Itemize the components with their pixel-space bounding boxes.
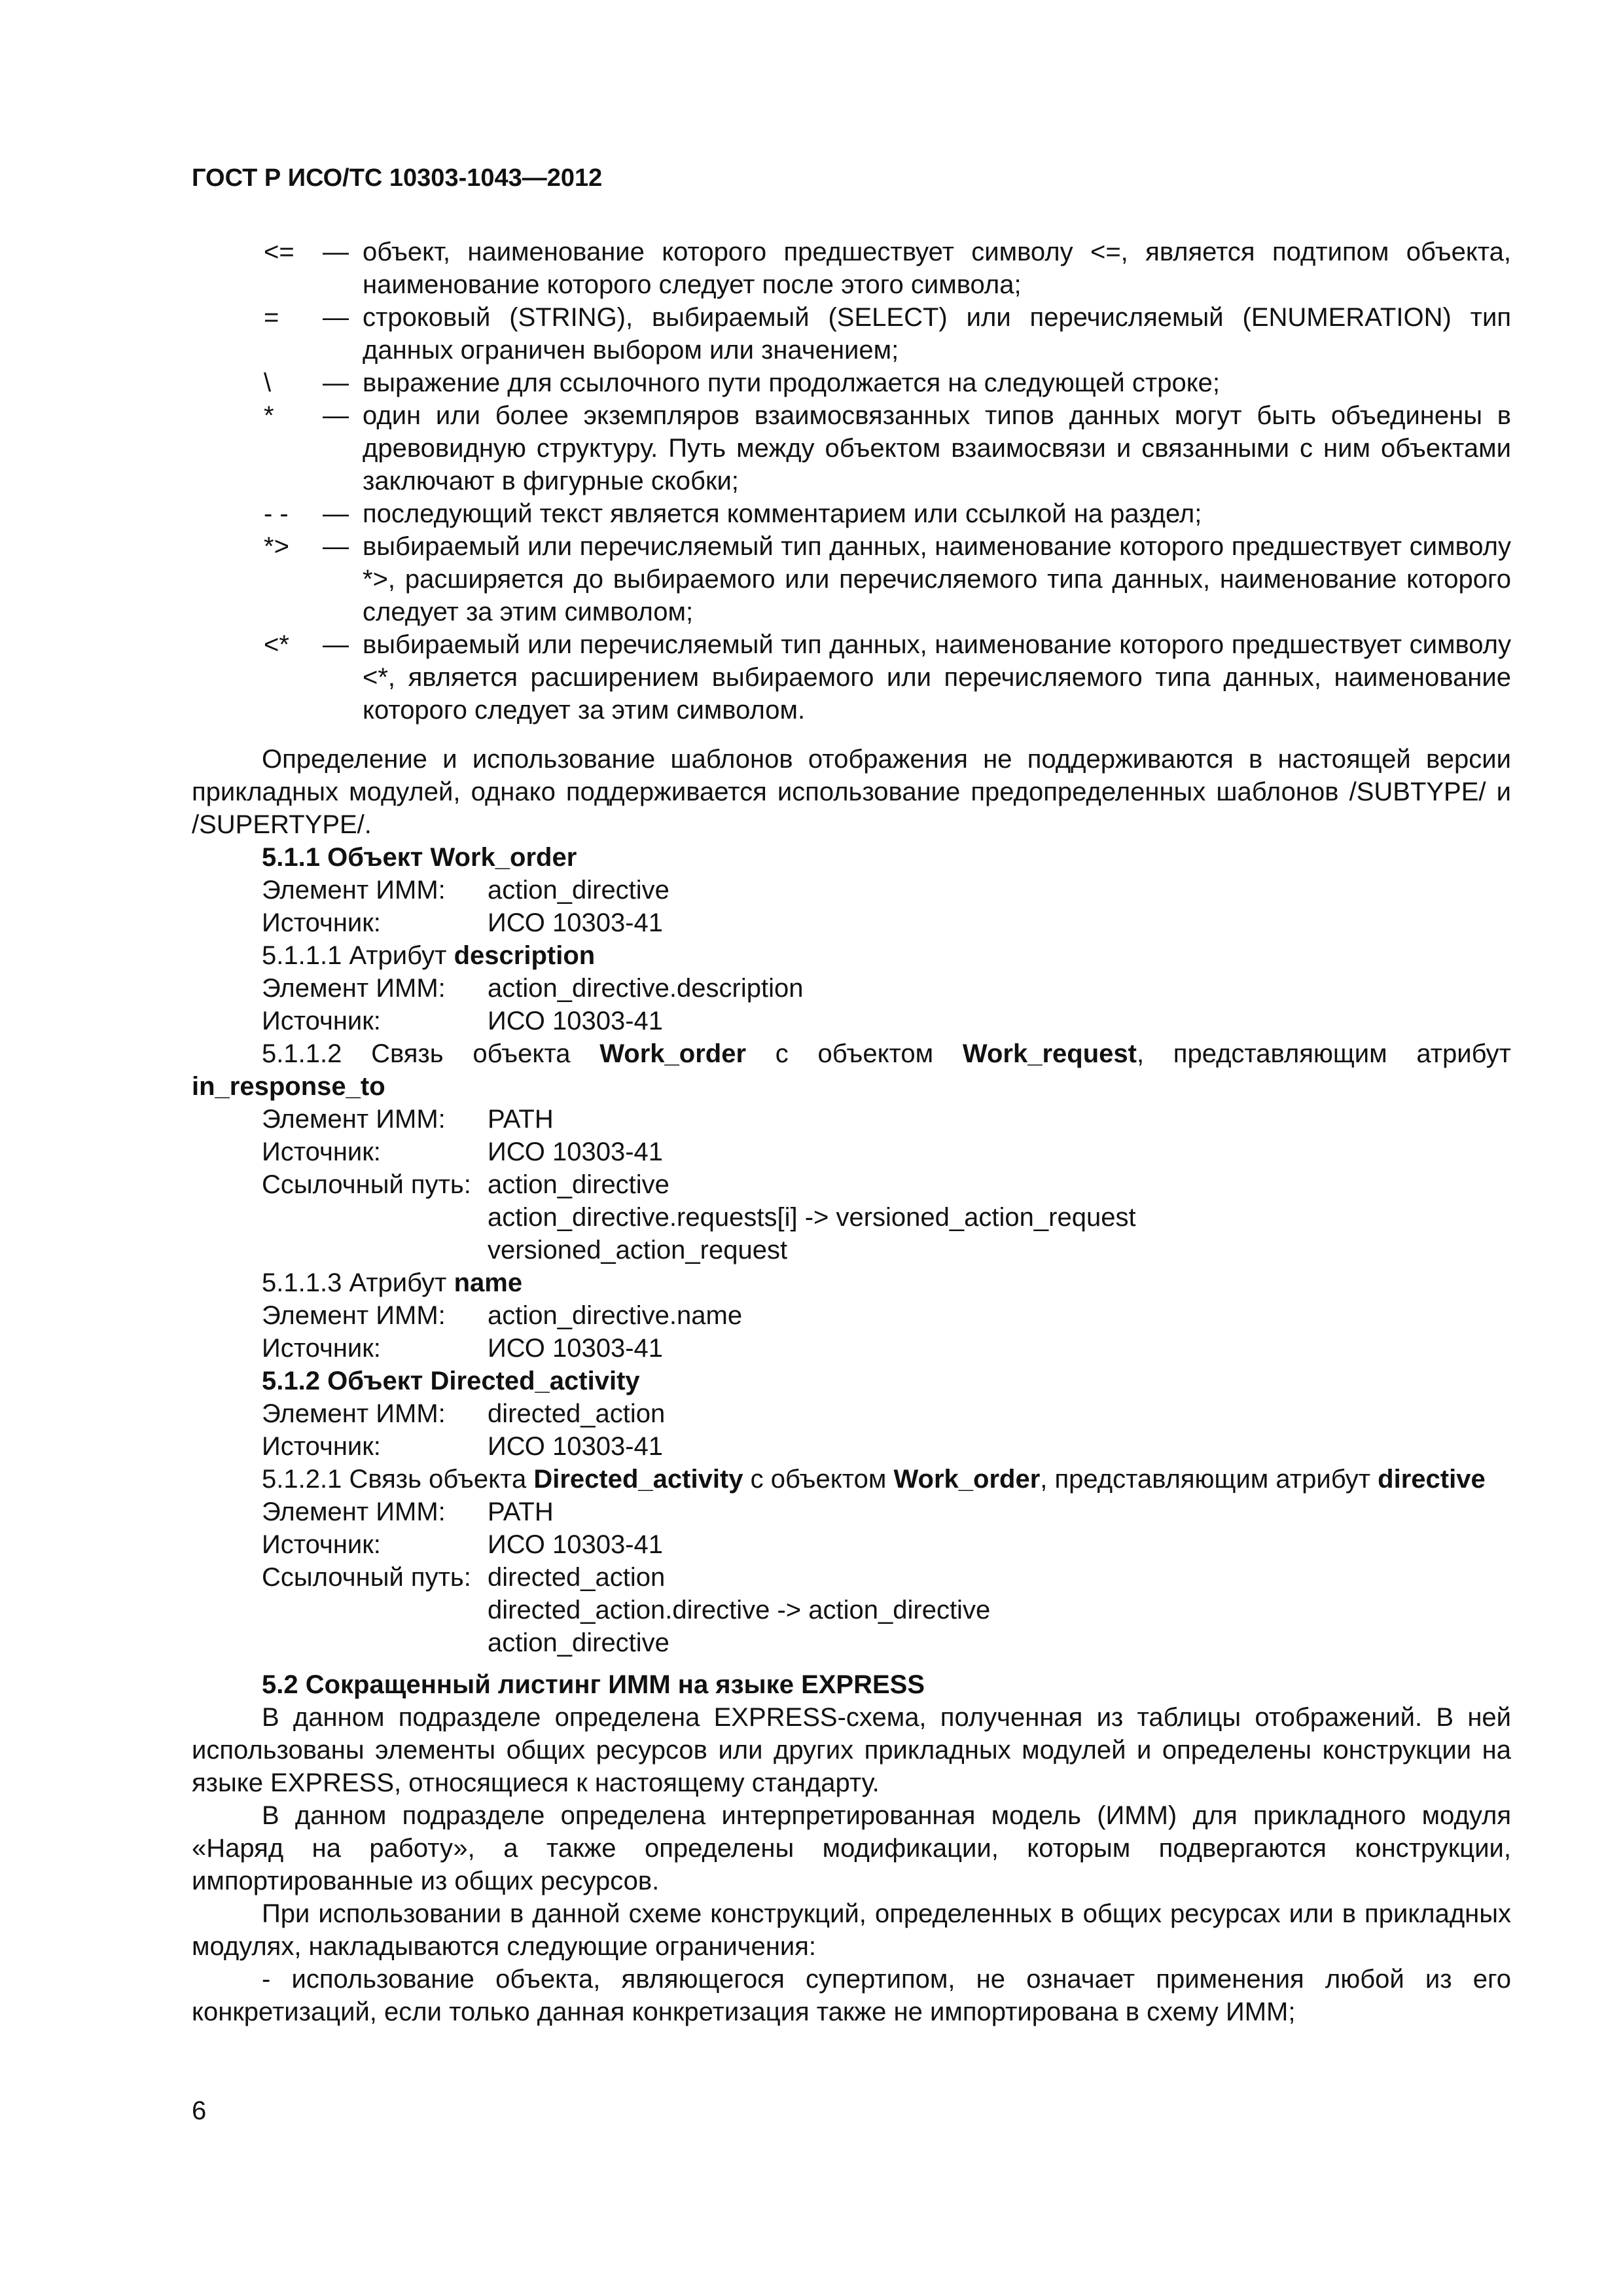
heading-prefix: 5.1.1.3 Атрибут	[262, 1268, 454, 1297]
mapping-row	[192, 1430, 1511, 1463]
symbol: =	[264, 303, 279, 332]
symbol-description: последующий текст является комментарием или ссылкой на раздел;	[363, 499, 1202, 528]
symbol-item	[192, 399, 1511, 497]
symbol-description: выражение для ссылочного пути продолжается на следующей строке;	[363, 368, 1220, 397]
element-value: action_directive.description	[488, 974, 804, 1003]
mapping-row	[192, 1561, 1511, 1594]
refpath-label: Ссылочный путь:	[262, 1170, 471, 1199]
symbol: <=	[264, 238, 294, 266]
mapping-row	[192, 906, 1511, 939]
refpath-line: action_directive	[488, 1170, 669, 1199]
mapping-row	[192, 1528, 1511, 1561]
symbol: - -	[264, 499, 289, 528]
section-heading-5-1-1-2	[192, 1037, 1511, 1103]
element-label: Элемент ИММ:	[262, 1105, 446, 1134]
element-value: PATH	[488, 1498, 554, 1526]
element-value: action_directive	[488, 876, 669, 905]
symbol-item	[192, 530, 1511, 628]
dash: —	[323, 303, 349, 332]
mapping-row	[192, 1332, 1511, 1365]
element-label: Элемент ИММ:	[262, 1301, 446, 1330]
heading-prefix: 5.1.1.2 Связь объекта	[262, 1039, 600, 1068]
symbol: <*	[264, 630, 289, 659]
attribute-name: description	[454, 941, 596, 970]
symbol: *>	[264, 532, 289, 561]
section-heading-5-1-1-3	[192, 1266, 1511, 1299]
symbol-description: объект, наименование которого предшествует символу <=, является подтипом объекта, наименование которого следует после этого символа;	[363, 238, 1511, 299]
mapping-row	[192, 874, 1511, 906]
source-value: ИСО 10303-41	[488, 1432, 664, 1461]
source-value: ИСО 10303-41	[488, 1007, 664, 1035]
element-label: Элемент ИММ:	[262, 876, 446, 905]
dash: —	[323, 532, 349, 561]
document-body	[192, 743, 1511, 2028]
symbol-item	[192, 628, 1511, 726]
object-name: Work_order	[893, 1465, 1041, 1494]
heading-suffix: , представляющим атрибут	[1040, 1465, 1378, 1494]
element-value: directed_action	[488, 1399, 666, 1428]
symbol-item	[192, 497, 1511, 530]
symbol: *	[264, 401, 274, 430]
source-value: ИСО 10303-41	[488, 1138, 664, 1166]
attribute-name: directive	[1378, 1465, 1486, 1494]
section-heading-5-1-2: 5.1.2 Объект Directed_activity	[262, 1367, 640, 1395]
refpath-line: versioned_action_request	[488, 1236, 788, 1265]
source-value: ИСО 10303-41	[488, 1530, 664, 1559]
symbol-item	[192, 301, 1511, 367]
mapping-row	[192, 1005, 1511, 1037]
symbol-list	[192, 236, 1511, 726]
refpath-label: Ссылочный путь:	[262, 1563, 471, 1592]
paragraph: В данном подразделе определена EXPRESS-схема, полученная из таблицы отображений. В ней использованы элементы общих ресурсов или других прикладных модулей и определены конструкции на языке EXPRESS, относящиеся к настоящему стандарту.	[192, 1703, 1511, 1797]
dash: —	[323, 238, 349, 266]
source-value: ИСО 10303-41	[488, 908, 664, 937]
mapping-row	[192, 972, 1511, 1005]
source-label: Источник:	[262, 1334, 381, 1363]
object-name: Work_request	[962, 1039, 1137, 1068]
symbol-item	[192, 367, 1511, 399]
section-heading-5-1-1-1	[192, 939, 1511, 972]
heading-prefix: 5.1.1.1 Атрибут	[262, 941, 454, 970]
mapping-row	[192, 1168, 1511, 1201]
mapping-row	[192, 1136, 1511, 1168]
source-label: Источник:	[262, 908, 381, 937]
heading-prefix: 5.1.2.1 Связь объекта	[262, 1465, 534, 1494]
element-value: action_directive.name	[488, 1301, 743, 1330]
symbol: \	[264, 368, 272, 397]
section-heading-5-1-2-1	[192, 1463, 1511, 1496]
heading-connector: с объектом	[746, 1039, 963, 1068]
mapping-row	[192, 1496, 1511, 1528]
source-label: Источник:	[262, 1007, 381, 1035]
dash: —	[323, 630, 349, 659]
mapping-row	[192, 1397, 1511, 1430]
refpath-line: directed_action.directive -> action_directive	[488, 1596, 991, 1624]
element-label: Элемент ИММ:	[262, 1399, 446, 1428]
object-name: Directed_activity	[533, 1465, 743, 1494]
page-number: 6	[192, 2096, 207, 2125]
attribute-name: in_response_to	[192, 1072, 385, 1101]
heading-connector: с объектом	[743, 1465, 894, 1494]
symbol-description: выбираемый или перечисляемый тип данных, наименование которого предшествует символу *>, расширяется до выбираемого или перечисляемого типа данных, наименование которого следует за этим символом;	[363, 532, 1511, 626]
paragraph: В данном подразделе определена интерпретированная модель (ИММ) для прикладного модуля «Наряд на работу», а также определены модификации, которым подвергаются конструкции, импортированные из общих ресурсов.	[192, 1801, 1511, 1895]
dash: —	[323, 499, 349, 528]
section-heading-5-2: 5.2 Сокращенный листинг ИММ на языке EXPRESS	[262, 1670, 925, 1699]
source-label: Источник:	[262, 1432, 381, 1461]
refpath-line: action_directive	[488, 1628, 669, 1657]
element-label: Элемент ИММ:	[262, 974, 446, 1003]
mapping-row	[192, 1103, 1511, 1136]
section-heading-5-1-1: 5.1.1 Объект Work_order	[262, 843, 577, 872]
heading-suffix: , представляющим атрибут	[1136, 1039, 1511, 1068]
paragraph: - использование объекта, являющегося супертипом, не означает применения любой из его конкретизаций, если только данная конкретизация также не импортирована в схему ИММ;	[192, 1965, 1511, 2026]
symbol-description: выбираемый или перечисляемый тип данных, наименование которого предшествует символу <*, является расширением выбираемого или перечисляемого типа данных, наименование которого следует за этим символом.	[363, 630, 1511, 725]
attribute-name: name	[454, 1268, 523, 1297]
symbol-item	[192, 236, 1511, 301]
refpath-line: action_directive.requests[i] -> versioned_action_request	[488, 1203, 1136, 1232]
dash: —	[323, 401, 349, 430]
paragraph: При использовании в данной схеме конструкций, определенных в общих ресурсах или в прикладных модулях, накладываются следующие ограничения:	[192, 1899, 1511, 1961]
element-label: Элемент ИММ:	[262, 1498, 446, 1526]
intro-paragraph: Определение и использование шаблонов отображения не поддерживаются в настоящей версии прикладных модулей, однако поддерживается использование предопределенных шаблонов /SUBTYPE/ и /SUPERTYPE/.	[192, 745, 1511, 839]
element-value: PATH	[488, 1105, 554, 1134]
source-label: Источник:	[262, 1530, 381, 1559]
dash: —	[323, 368, 349, 397]
symbol-description: один или более экземпляров взаимосвязанных типов данных могут быть объединены в древовидную структуру. Путь между объектом взаимосвязи и связанными с ним объектами заключают в фигурные скобки;	[363, 401, 1511, 495]
source-value: ИСО 10303-41	[488, 1334, 664, 1363]
source-label: Источник:	[262, 1138, 381, 1166]
document-header: ГОСТ Р ИСО/ТС 10303-1043—2012	[192, 164, 603, 192]
mapping-row	[192, 1299, 1511, 1332]
refpath-line: directed_action	[488, 1563, 666, 1592]
object-name: Work_order	[599, 1039, 747, 1068]
symbol-description: строковый (STRING), выбираемый (SELECT) или перечисляемый (ENUMERATION) тип данных ограничен выбором или значением;	[363, 303, 1511, 365]
